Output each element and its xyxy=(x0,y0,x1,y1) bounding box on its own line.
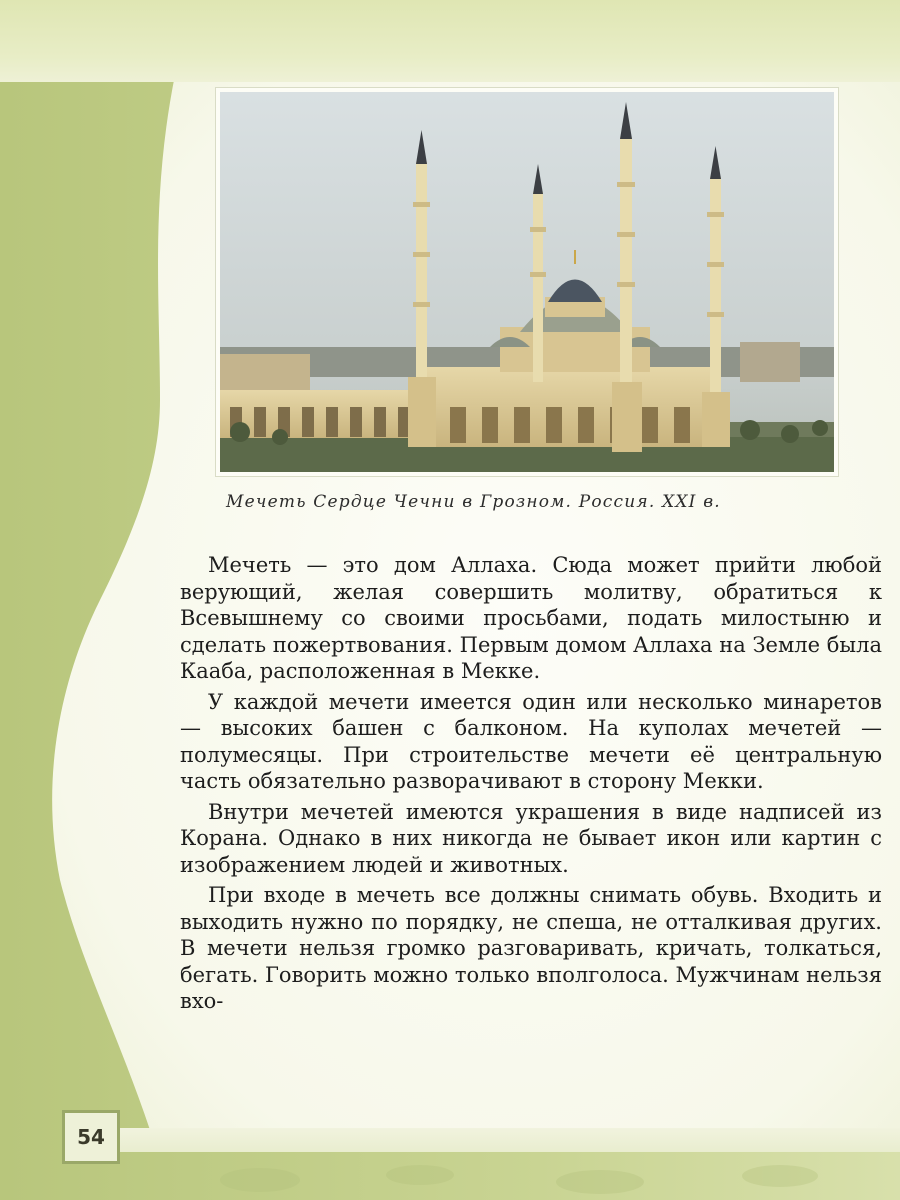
paragraph: У каждой мечети имеется один или несколько минаретов — высоких башен с балконом. На куполах мечетей — полумесяцы. При строительстве мечети её центральную часть обязательно разворачивают в сторону Мекки. xyxy=(180,689,882,793)
footer-strip xyxy=(120,1128,900,1152)
mosque-photo xyxy=(220,92,834,472)
main-text xyxy=(180,552,882,1019)
paragraph: Мечеть — это дом Аллаха. Сюда может прийти любой верующий, желая совершить молитву, обратиться к Всевышнему со своими просьбами, подать милостыню и сделать пожертвования. Первым домом Аллаха на Земле была Кааба, расположенная в Мекке. xyxy=(180,553,882,683)
page-number-box xyxy=(62,1110,120,1164)
photo-caption: Мечеть Сердце Чечни в Грозном. Россия. XXI в. xyxy=(226,492,721,512)
paragraph: Внутри мечетей имеются украшения в виде надписей из Корана. Однако в них никогда не бывает икон или картин с изображением людей и животных. xyxy=(180,799,882,877)
paragraph: При входе в мечеть все должны снимать обувь. Входить и выходить нужно по порядку, не спеша, не отталкивая других. В мечети нельзя громко разговаривать, кричать, толкаться, бегать. Говорить можно только вполголоса. Мужчинам нельзя вхо- xyxy=(180,883,882,1013)
top-band xyxy=(0,0,900,82)
page-number: 54 xyxy=(77,1125,105,1149)
